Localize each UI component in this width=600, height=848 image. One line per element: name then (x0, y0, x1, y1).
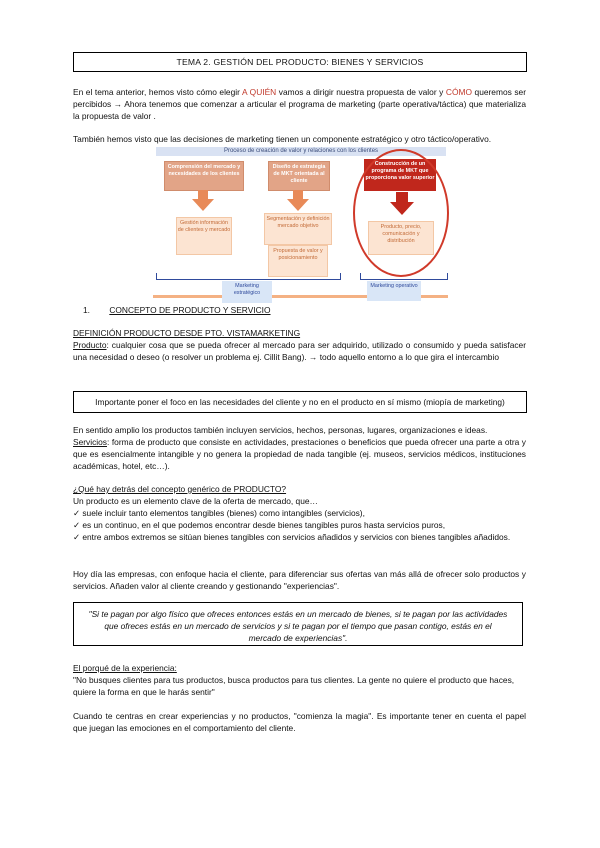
diagram-box-value-proposition: Propuesta de valor y posicionamiento (268, 245, 328, 277)
highlight-ellipse (353, 149, 449, 277)
behind-question: ¿Qué hay detrás del concepto genérico de PRODUCTO? (73, 484, 287, 494)
intro-text-b: vamos a dirigir nuestra propuesta de valor y (276, 87, 446, 97)
intro-paragraph-2: También hemos visto que las decisiones de marketing tienen un componente estratégico y otro táctico/operativo. (73, 134, 492, 144)
section-title: CONCEPTO DE PRODUCTO Y SERVICIO (109, 305, 271, 315)
broad-paragraph-2 (73, 437, 526, 473)
behind-check-1: ✓ suele incluir tanto elementos tangibles (bienes) como intangibles (servicios), (73, 508, 365, 518)
experience-quote-text: "Si te pagan por algo físico que ofreces entonces estás en un mercado de bienes, si te pagan por las actividades que ofreces estás en un mercado de servicios y si te pagan por el tiempo que pasan contigo, estás en el mercado de experiencias". (88, 609, 508, 644)
definition-term: Producto (73, 340, 107, 350)
behind-check-3: ✓ entre ambos extremos se sitúan bienes tangibles con servicios añadidos y servicios con bienes tangibles añadidos. (73, 532, 511, 542)
intro-text-c: queremos ser percibidos → Ahora tenemos que comenzar a articular el programa de marketing (parte operativa/táctica) que materializa la propuesta de valor . (73, 87, 526, 121)
arrow-down-icon (287, 190, 309, 212)
page-title-box (73, 52, 527, 72)
intro-text-a: En el tema anterior, hemos visto cómo elegir (73, 87, 242, 97)
arrow-down-icon (192, 190, 214, 212)
behind-line: Un producto es un elemento clave de la oferta de mercado, que… (73, 496, 318, 506)
diagram-box-marketing-mix: Producto, precio, comunicación y distribución (368, 221, 434, 255)
strategic-bracket (156, 273, 341, 280)
operative-bracket (360, 273, 448, 280)
callout-myopia (73, 391, 527, 413)
diagram-title: Proceso de creación de valor y relaciones con los clientes (156, 147, 446, 156)
experience-quote-box (73, 602, 523, 646)
label-marketing-strategic: Marketing estratégico (222, 281, 272, 303)
diagram-box-information: Gestión información de clientes y mercado (176, 217, 232, 255)
experience-heading: El porqué de la experiencia: (73, 663, 177, 673)
callout-myopia-text: Importante poner el foco en las necesidades del cliente y no en el producto en sí mismo (miopía de marketing) (95, 397, 505, 407)
diagram-box-strategy: Diseño de estrategia de MKT orientada al cliente (268, 161, 330, 191)
behind-check-2: ✓ es un continuo, en el que podemos encontrar desde bienes tangibles puros hasta servicios puros, (73, 520, 446, 530)
value-process-diagram (150, 147, 450, 305)
broad-paragraph-1: En sentido amplio los productos también incluyen servicios, hechos, personas, lugares, organizaciones e ideas. (73, 425, 488, 435)
diagram-box-program: Construcción de un programa de MKT que proporciona valor superior (364, 159, 436, 191)
intro-highlight-who: A QUIÉN (242, 87, 277, 97)
experience-closing: Cuando te centras en crear experiencias y no productos, "comienza la magia". Es importante tener en cuenta el papel que juegan las emociones en el comportamiento del cliente. (73, 711, 526, 733)
services-text: : forma de producto que consiste en actividades, prestaciones o beneficios que pueda ofrecer una parte a otra y que es esencialmente intangible y no genera la propiedad de nada tangible (ej. museos, servicios médicos, instituciones académicas, hotel, etc…). (73, 437, 526, 471)
intro-paragraph (73, 87, 526, 123)
definition-heading: DEFINICIÓN PRODUCTO DESDE PTO. VISTAMARKETING (73, 328, 301, 338)
section-number: 1. (83, 305, 90, 315)
definition-paragraph (73, 340, 526, 364)
page-title: TEMA 2. GESTIÓN DEL PRODUCTO: BIENES Y SERVICIOS (176, 57, 424, 67)
definition-text: : cualquier cosa que se pueda ofrecer al mercado para ser adquirido, utilizado o consumido y pueda satisfacer una necesidad o deseo (o resolver un problema ej. Cillit Bang). → todo aquello entorno a lo que gira el intercambio (73, 340, 526, 362)
services-term: Servicios (73, 437, 107, 447)
intro-highlight-how: CÓMO (445, 87, 472, 97)
diagram-box-understanding: Comprensión del mercado y necesidades de los clientes (164, 161, 244, 191)
today-paragraph: Hoy día las empresas, con enfoque hacia el cliente, para diferenciar sus ofertas van más allá de ofrecer solo productos y servicios. Añaden valor al cliente creando y gestionando "experiencias". (73, 569, 526, 591)
section-heading (83, 305, 483, 317)
label-marketing-operative: Marketing operativo (367, 281, 421, 301)
diagram-box-segmentation: Segmentación y definición mercado objetivo (264, 213, 332, 245)
experience-quote: "No busques clientes para tus productos, busca productos para tus clientes. La gente no quiere el producto que haces, quiere la forma en que le harás sentir" (73, 675, 515, 697)
